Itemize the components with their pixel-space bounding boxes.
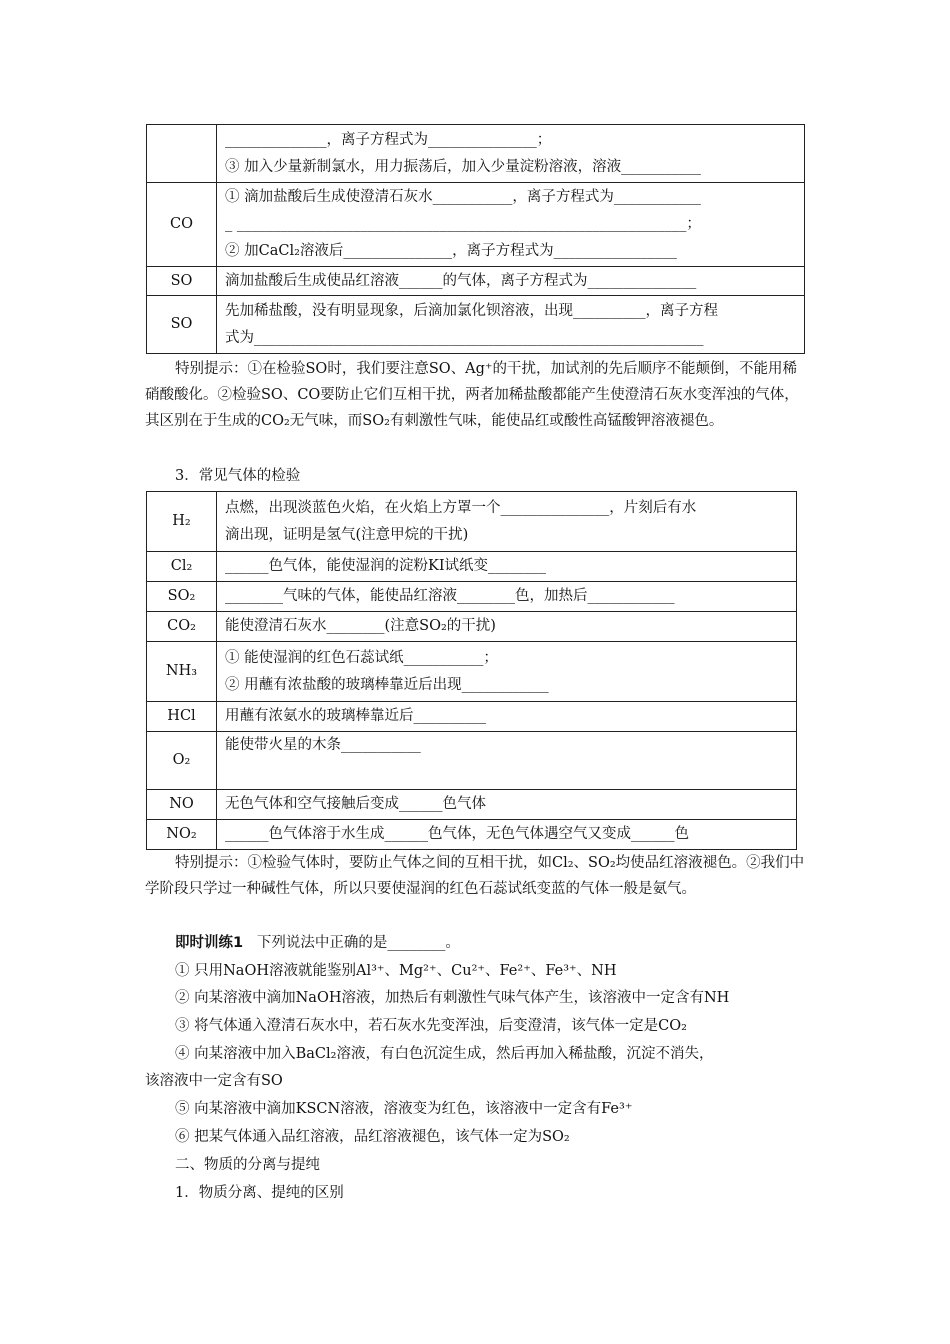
row-content (217, 642, 797, 702)
section-subheading: 1．物质分离、提纯的区别 (175, 1185, 344, 1201)
section-heading: 二、物质的分离与提纯 (175, 1157, 320, 1173)
exercise-item: ⑤ 向某溶液中滴加KSCN溶液，溶液变为红色，该溶液中一定含有Fe³⁺ (175, 1101, 633, 1117)
content-line: 能使带火星的木条___________ (225, 737, 421, 753)
table-row (147, 552, 797, 582)
ion-test-table (146, 124, 805, 354)
row-content (217, 612, 797, 642)
tip-paragraph: 特别提示：①在检验SO时，我们要注意SO、Ag⁺的干扰，加试剂的先后顺序不能颠倒，不能用稀硝酸酸化。②检验SO、CO要防止它们互相干扰，两者加稀盐酸都能产生使澄清石灰水变浑浊的气体，其区别在于生成的CO₂无气味，而SO₂有刺激性气味，能使品红或酸性高锰酸钾溶液褪色。 (145, 361, 799, 429)
content-line: _ ______________________________________________________________； (225, 216, 701, 232)
exercise-item: ④ 向某溶液中加入BaCl₂溶液，有白色沉淀生成，然后再加入稀盐酸，沉淀不消失， (175, 1046, 714, 1062)
content-line: ② 加CaCl₂溶液后_______________，离子方程式为_________________ (225, 243, 677, 259)
row-content (217, 267, 805, 296)
table-row (147, 125, 805, 183)
table-row (147, 612, 797, 642)
content-line: 式为______________________________________________________________ (225, 329, 704, 346)
content-line: 先加稀盐酸，没有明显现象，后滴加氯化钡溶液，出现__________，离子方程 (225, 302, 718, 319)
content-line: 用蘸有浓氨水的玻璃棒靠近后__________ (225, 708, 486, 724)
exercise-heading (175, 930, 460, 956)
table-row (147, 702, 797, 732)
table-row (147, 642, 797, 702)
row-label: NO (147, 790, 217, 820)
row-content (217, 492, 797, 552)
row-label: NO₂ (147, 820, 217, 850)
content-line: ______色气体溶于水生成______色气体，无色气体遇空气又变成______色 (225, 826, 689, 842)
row-content (217, 732, 797, 790)
row-label: HCl (147, 702, 217, 732)
row-content (217, 296, 805, 354)
row-content (217, 183, 805, 267)
exercise-item: ③ 将气体通入澄清石灰水中，若石灰水先变浑浊，后变澄清，该气体一定是CO₂ (175, 1018, 687, 1034)
content-line: ① 滴加盐酸后生成使澄清石灰水___________，离子方程式为____________ (225, 189, 701, 205)
row-label: NH₃ (147, 642, 217, 702)
row-label: H₂ (147, 492, 217, 552)
table-row (147, 492, 797, 552)
content-line: 点燃，出现淡蓝色火焰，在火焰上方罩一个_______________，片刻后有水 (225, 499, 697, 516)
row-label: CO (147, 183, 217, 267)
table-row (147, 582, 797, 612)
table-row (147, 732, 797, 790)
tip-paragraph: 特别提示：①检验气体时，要防止气体之间的互相干扰，如Cl₂、SO₂均使品红溶液褪色。②我们中学阶段只学过一种碱性气体，所以只要使湿润的红色石蕊试纸变蓝的气体一般是氨气。 (145, 855, 805, 897)
content-line: 能使澄清石灰水________(注意SO₂的干扰) (225, 618, 496, 634)
row-label (147, 125, 217, 183)
table-row (147, 267, 805, 296)
row-label: Cl₂ (147, 552, 217, 582)
row-label: CO₂ (147, 612, 217, 642)
row-content (217, 702, 797, 732)
exercise-label: 即时训练1 (175, 935, 244, 951)
exercise-item: ① 只用NaOH溶液就能鉴别Al³⁺、Mg²⁺、Cu²⁺、Fe²⁺、Fe³⁺、NH (175, 963, 617, 979)
row-content (217, 820, 797, 850)
table-row (147, 790, 797, 820)
table-row (147, 296, 805, 354)
row-label: O₂ (147, 732, 217, 790)
row-label: SO (147, 296, 217, 354)
content-line: ______色气体，能使湿润的淀粉KI试纸变________ (225, 558, 547, 574)
content-line: ③ 加入少量新制氯水，用力振荡后，加入少量淀粉溶液，溶液___________ (225, 158, 701, 175)
content-line: 滴出现，证明是氢气(注意甲烷的干扰) (225, 526, 469, 543)
row-content (217, 125, 805, 183)
content-line: 无色气体和空气接触后变成______色气体 (225, 796, 486, 812)
content-line: ________气味的气体，能使品红溶液________色，加热后____________ (225, 588, 675, 604)
gas-test-table (146, 491, 797, 850)
exercise-item: 该溶液中一定含有SO (145, 1073, 283, 1089)
table-row (147, 183, 805, 267)
row-content (217, 552, 797, 582)
exercise-item: ② 向某溶液中滴加NaOH溶液，加热后有刺激性气味气体产生，该溶液中一定含有NH (175, 990, 730, 1006)
row-label: SO (147, 267, 217, 296)
section-heading: 3．常见气体的检验 (175, 468, 301, 484)
row-label: SO₂ (147, 582, 217, 612)
content-line: ______________，离子方程式为_______________； (225, 131, 552, 148)
row-content (217, 582, 797, 612)
exercise-item: ⑥ 把某气体通入品红溶液，品红溶液褪色，该气体一定为SO₂ (175, 1129, 570, 1145)
content-line: ② 用蘸有浓盐酸的玻璃棒靠近后出现____________ (225, 676, 549, 693)
row-content (217, 790, 797, 820)
exercise-question: 下列说法中正确的是________。 (256, 935, 460, 951)
content-line: ① 能使湿润的红色石蕊试纸___________； (225, 649, 498, 666)
table-row (147, 820, 797, 850)
content-line: 滴加盐酸后生成使品红溶液______的气体，离子方程式为_______________ (225, 272, 697, 289)
